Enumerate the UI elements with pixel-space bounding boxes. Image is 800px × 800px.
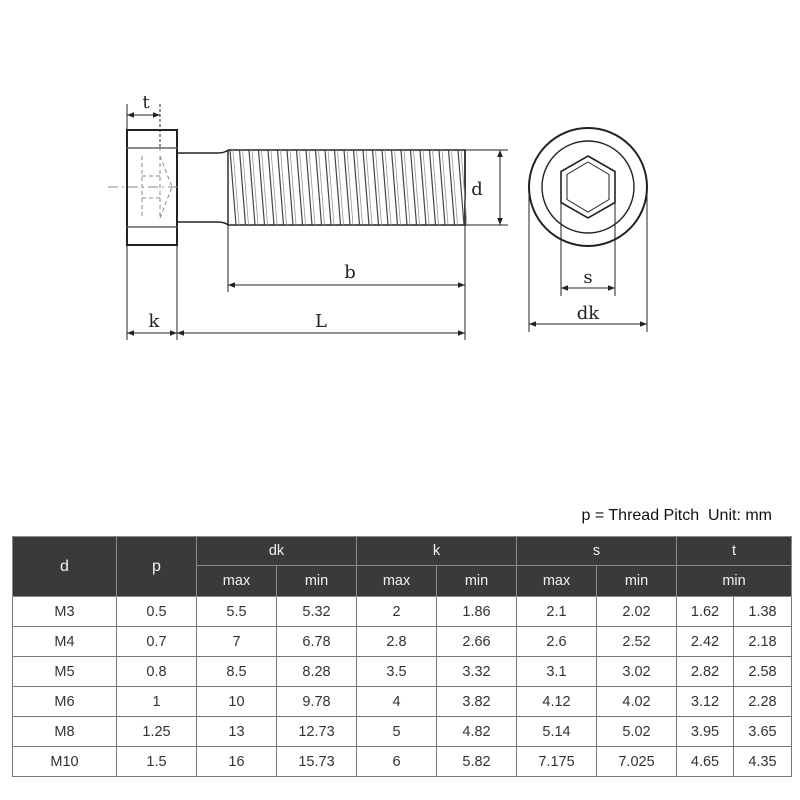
col-header-s: s [517,537,677,566]
thread-line [338,150,344,225]
screw-neck [177,150,228,225]
thread-line [411,150,417,225]
table-cell: 5.32 [277,597,357,627]
thread-line [325,150,331,225]
thread-line [458,150,464,225]
table-cell: 12.73 [277,717,357,747]
label-t: t [142,92,150,113]
screw-side-view [108,130,467,245]
table-cell: 2.58 [734,657,792,687]
table-cell: 3.02 [597,657,677,687]
table-cell: 2.6 [517,627,597,657]
table-cell: 2.1 [517,597,597,627]
table-cell: M10 [13,747,117,777]
thread-line [430,150,436,225]
table-cell: 4.65 [677,747,734,777]
table-cell: 2.42 [677,627,734,657]
table-cell: 7.025 [597,747,677,777]
thread-line [297,150,303,225]
table-cell: 7 [197,627,277,657]
table-cell: 2.52 [597,627,677,657]
thread-line [392,150,398,225]
col-header-d: d [13,537,117,597]
table-cell: 0.8 [117,657,197,687]
subheader-k-min: min [437,566,517,597]
thread-line [354,150,360,225]
thread-line [306,150,312,225]
table-row [13,627,792,657]
thread-line [344,150,350,225]
thread-line [290,150,296,225]
table-cell: 4.82 [437,717,517,747]
table-row [13,657,792,687]
thread-line [240,150,246,225]
thread-line [382,150,388,225]
thread-line [300,150,306,225]
table-cell: 2.8 [357,627,437,657]
thread-line [328,150,334,225]
col-header-t: t [677,537,792,566]
thread-line [449,150,455,225]
table-cell: 6 [357,747,437,777]
spec-table [12,536,792,777]
table-cell: 5.14 [517,717,597,747]
thread-line [278,150,284,225]
thread-line [316,150,322,225]
table-cell: 6.78 [277,627,357,657]
table-cell: 3.5 [357,657,437,687]
thread-line [373,150,379,225]
table-row [13,747,792,777]
subheader-t-min: min [677,566,792,597]
table-cell: 8.28 [277,657,357,687]
thread-line [442,150,448,225]
table-cell: 3.32 [437,657,517,687]
table-cell: M5 [13,657,117,687]
table-cell: 3.82 [437,687,517,717]
table-cell: 2.28 [734,687,792,717]
table-cell: 3.65 [734,717,792,747]
table-cell: 1.25 [117,717,197,747]
table-cell: M3 [13,597,117,627]
table-cell: 2 [357,597,437,627]
thread-line [366,150,372,225]
col-header-p: p [117,537,197,597]
table-cell: 1 [117,687,197,717]
thread-line [309,150,315,225]
table-cell: 16 [197,747,277,777]
thread-line [395,150,401,225]
thread-line [259,150,265,225]
thread-line [423,150,429,225]
table-cell: 1.86 [437,597,517,627]
table-cell: 5.82 [437,747,517,777]
thread-line [287,150,293,225]
label-k: k [148,311,160,332]
table-cell: 3.12 [677,687,734,717]
table-cell: 3.95 [677,717,734,747]
table-cell: 5.02 [597,717,677,747]
table-cell: M6 [13,687,117,717]
thread-line [401,150,407,225]
table-cell: 2.66 [437,627,517,657]
table-cell: M8 [13,717,117,747]
thread-line [281,150,287,225]
thread-line [433,150,439,225]
thread-line [385,150,391,225]
thread-line [252,150,258,225]
thread-line [230,150,236,225]
label-s: s [583,267,593,288]
table-cell: 3.1 [517,657,597,687]
table-row [13,687,792,717]
thread-line [420,150,426,225]
thread-line [233,150,239,225]
subheader-s-max: max [517,566,597,597]
thread-line [243,150,249,225]
table-cell: 1.62 [677,597,734,627]
table-cell: 2.82 [677,657,734,687]
table-cell: 1.5 [117,747,197,777]
thread-line [262,150,268,225]
col-header-dk: dk [197,537,357,566]
units-note: p = Thread Pitch Unit: mm [581,507,772,524]
table-row [13,717,792,747]
thread-line [357,150,363,225]
thread-line [452,150,458,225]
subheader-s-min: min [597,566,677,597]
screw-end-view [529,128,647,246]
table-cell: 9.78 [277,687,357,717]
thread-lines [230,150,467,225]
label-dk: dk [576,303,600,324]
table-cell: 5.5 [197,597,277,627]
thread-line [319,150,325,225]
thread-line [439,150,445,225]
thread-line [335,150,341,225]
subheader-dk-max: max [197,566,277,597]
table-cell: 15.73 [277,747,357,777]
thread-line [249,150,255,225]
table-cell: 0.5 [117,597,197,627]
table-cell: 4.02 [597,687,677,717]
table-row [13,597,792,627]
table-cell: 7.175 [517,747,597,777]
col-header-k: k [357,537,517,566]
table-cell: 2.18 [734,627,792,657]
table-cell: 8.5 [197,657,277,687]
table-cell: 10 [197,687,277,717]
thread-line [461,150,467,225]
table-cell: 4 [357,687,437,717]
table-cell: 2.02 [597,597,677,627]
label-L: L [315,311,327,332]
thread-line [376,150,382,225]
subheader-k-max: max [357,566,437,597]
thread-line [271,150,277,225]
table-cell: 4.12 [517,687,597,717]
label-d: d [471,179,483,200]
label-b: b [344,262,356,283]
table-cell: 13 [197,717,277,747]
thread-line [404,150,410,225]
table-cell: M4 [13,627,117,657]
table-cell: 1.38 [734,597,792,627]
hex-socket [561,156,615,218]
thread-line [347,150,353,225]
thread-line [268,150,274,225]
subheader-dk-min: min [277,566,357,597]
table-cell: 5 [357,717,437,747]
table-cell: 0.7 [117,627,197,657]
table-body [13,597,792,777]
table-cell: 4.35 [734,747,792,777]
thread-line [363,150,369,225]
thread-line [414,150,420,225]
